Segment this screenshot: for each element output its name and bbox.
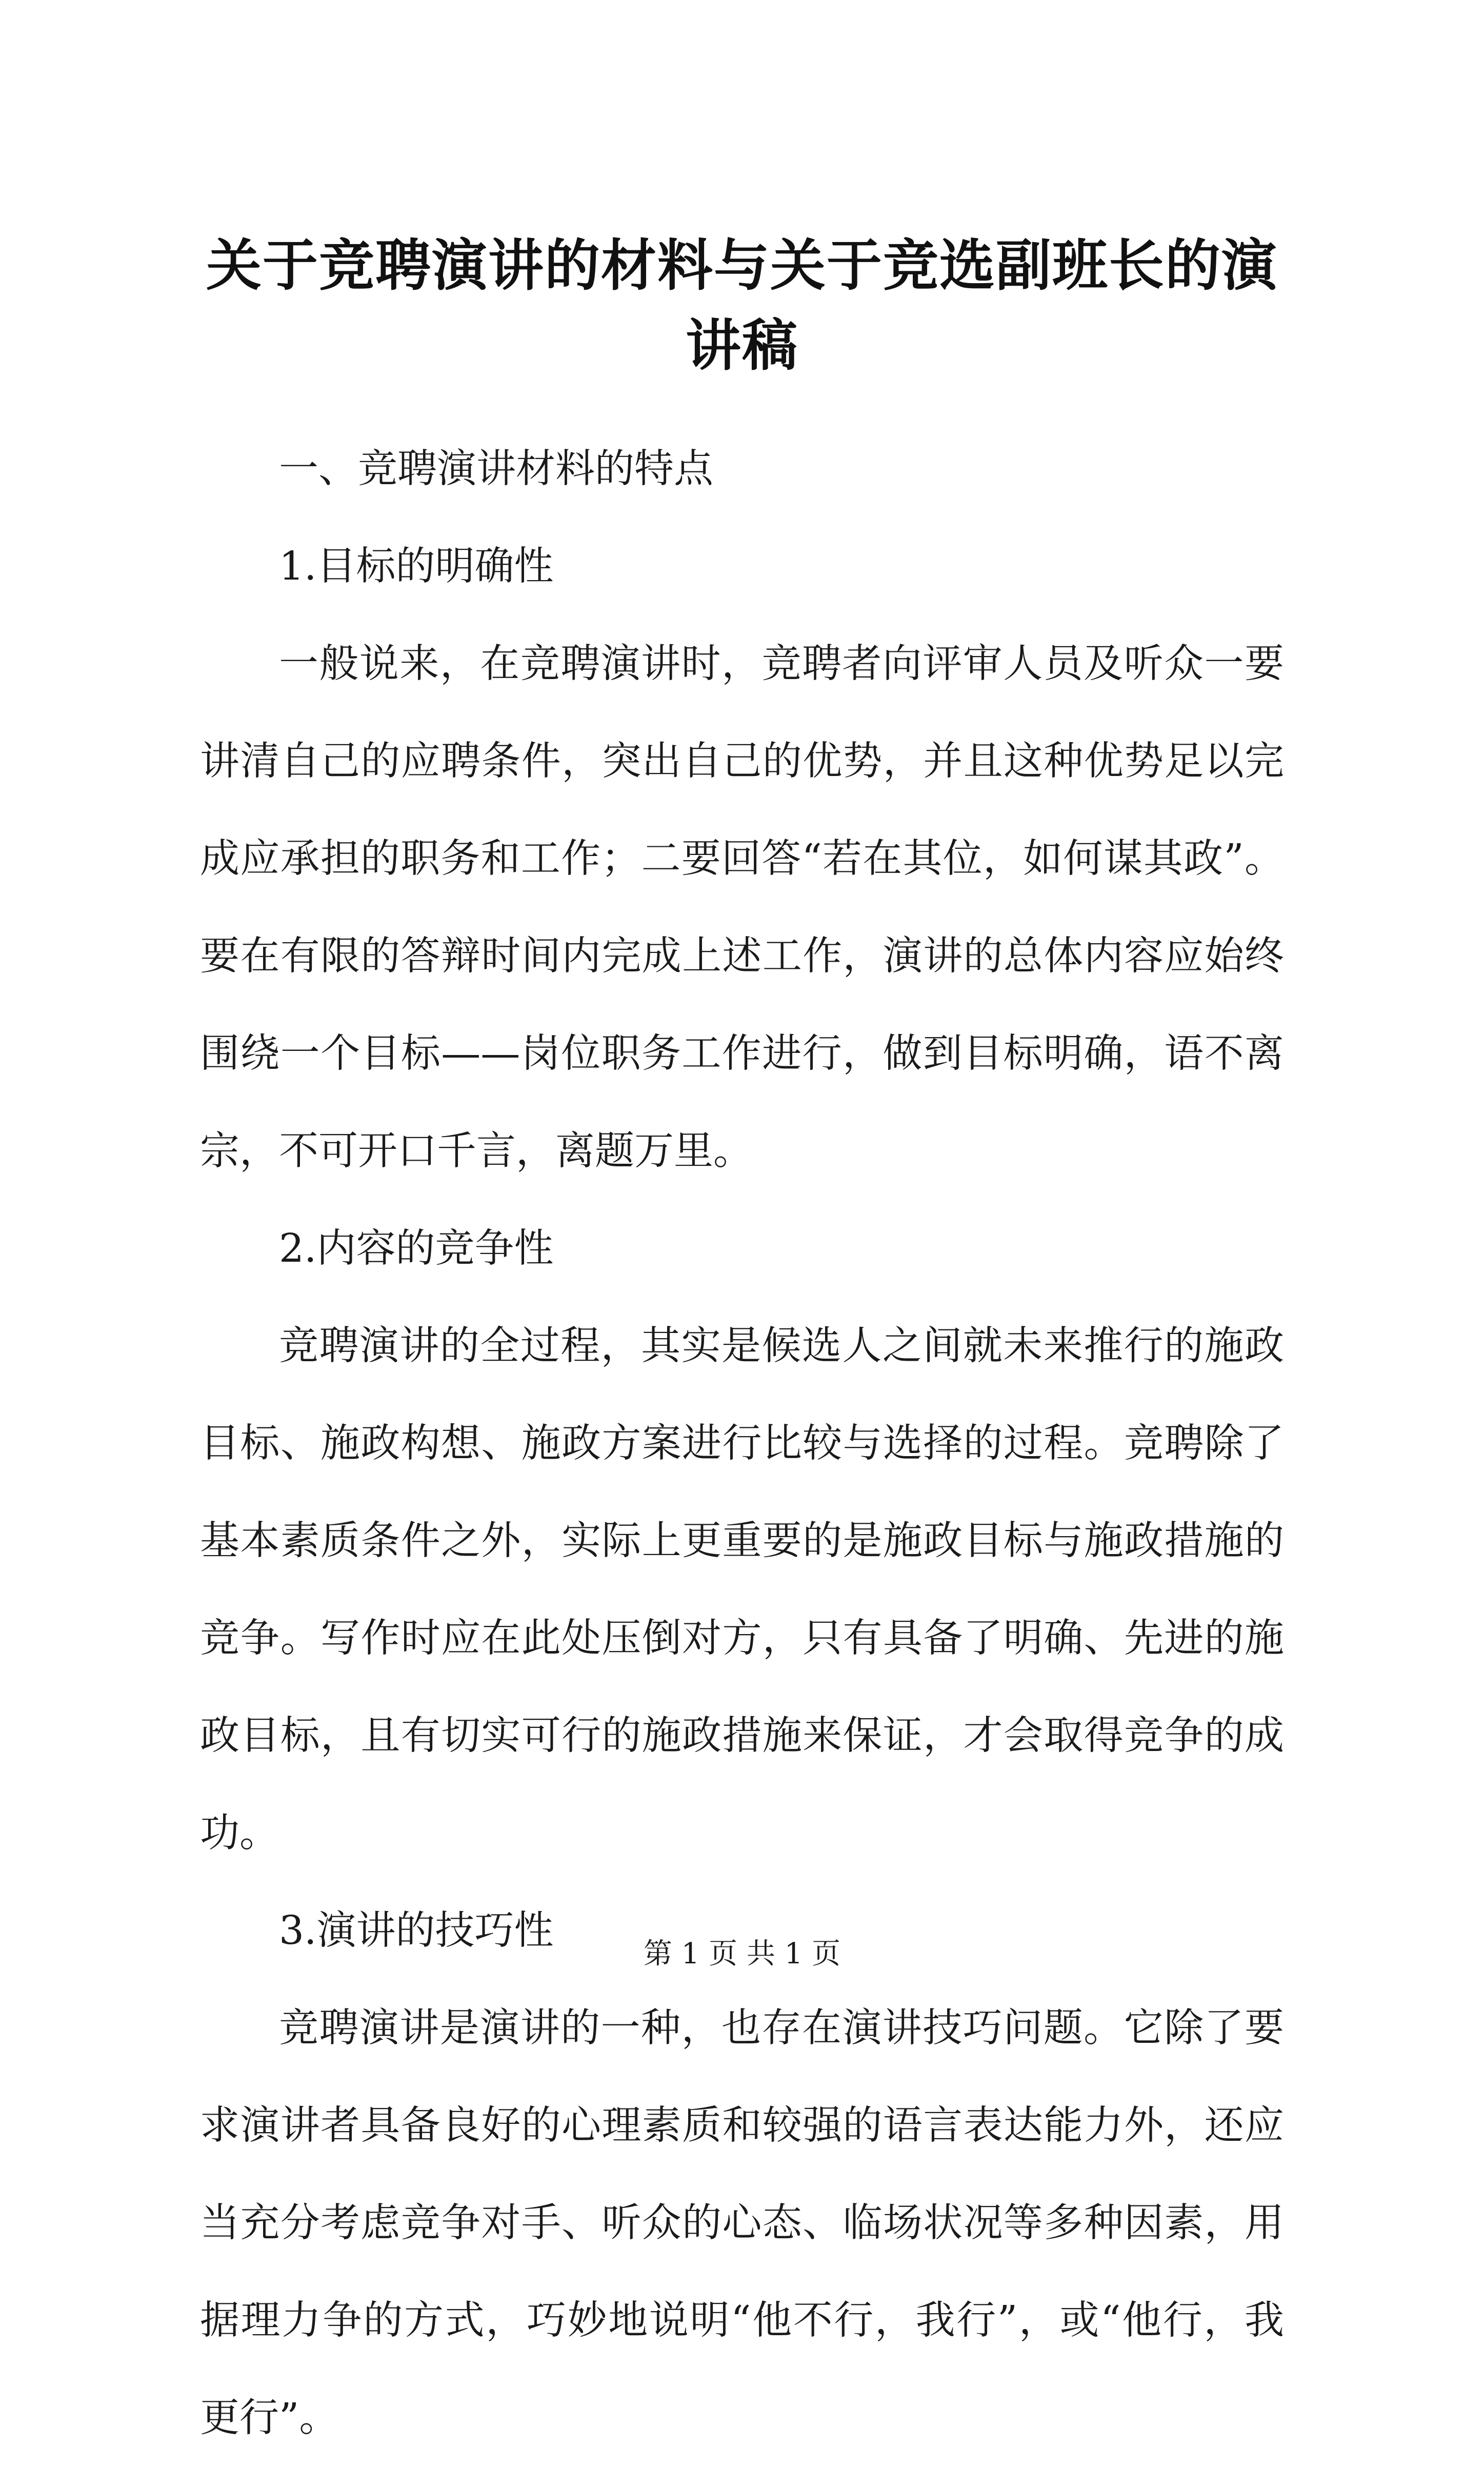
- document-title: 关于竞聘演讲的材料与关于竞选副班长的演讲稿: [206, 233, 1278, 378]
- body-paragraph: 一般说来，在竞聘演讲时，竞聘者向评审人员及听众一要讲清自己的应聘条件，突出自己的优势，并且这种优势足以完成应承担的职务和工作；二要回答“若在其位，如何谋其政”。要在有限的答辩时间内完成上述工作，演讲的总体内容应始终围绕一个目标——岗位职务工作进行，做到目标明确，语不离宗，不可开口千言，离题万里。: [200, 641, 1284, 1174]
- section-heading: 一、竞聘演讲材料的特点: [279, 446, 713, 492]
- subsection-heading: 1.目标的明确性: [279, 544, 554, 589]
- page-number-footer: 第 1 页 共 1 页: [643, 1937, 841, 1971]
- subsection-heading: 2.内容的竞争性: [279, 1226, 554, 1271]
- body-paragraph: 竞聘演讲是演讲的一种，也存在演讲技巧问题。它除了要求演讲者具备良好的心理素质和较强的语言表达能力外，还应当充分考虑竞争对手、听众的心态、临场状况等多种因素，用据理力争的方式，巧妙地说明“他不行，我行”，或“他行，我更行”。: [200, 2005, 1284, 2441]
- document-body: [200, 421, 1284, 2467]
- body-paragraph: 竞聘演讲的全过程，其实是候选人之间就未来推行的施政目标、施政构想、施政方案进行比较与选择的过程。竞聘除了基本素质条件之外，实际上更重要的是施政目标与施政措施的竞争。写作时应在此处压倒对方，只有具备了明确、先进的施政目标，且有切实可行的施政措施来保证，才会取得竞争的成功。: [200, 1323, 1284, 1856]
- subsection-heading: 3.演讲的技巧性: [279, 1908, 554, 1954]
